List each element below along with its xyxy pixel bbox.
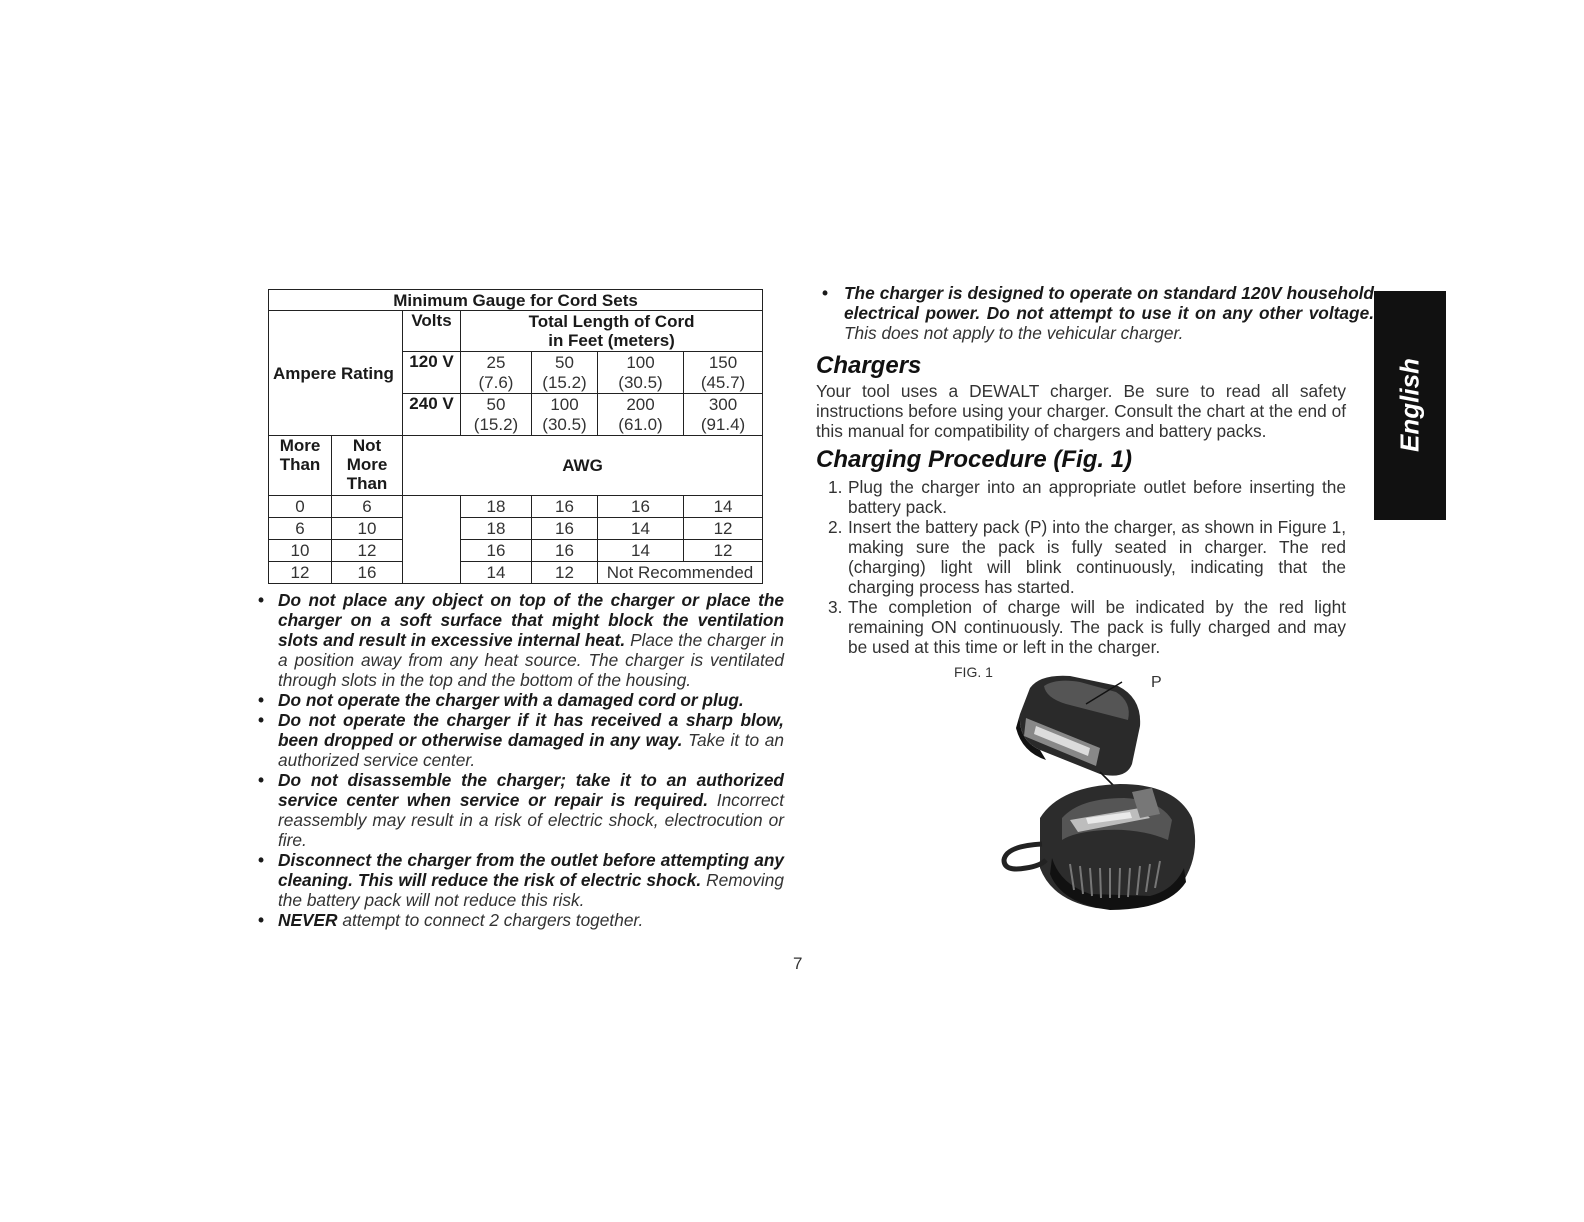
volts-label: Volts <box>403 311 461 352</box>
page-number: 7 <box>793 954 803 973</box>
bullet-text: Incorrect reassembly may result in a risk of electric shock, electrocution or fire. <box>278 790 784 850</box>
cord-gauge-table <box>268 289 763 584</box>
list-item <box>258 710 784 770</box>
length-240-3: 200 <box>598 394 684 415</box>
not-more-than-label: Not More Than <box>332 436 403 496</box>
amp-more-than: 10 <box>269 540 332 562</box>
bullet-text: This does not apply to the vehicular charger. <box>844 323 1184 343</box>
step-number: 1. <box>828 477 843 497</box>
awg-value: 16 <box>532 540 598 562</box>
bullet-bold-text: Disconnect the charger from the outlet before attempting any cleaning. This will reduce the risk of electric shock. <box>278 850 784 890</box>
awg-value: 12 <box>684 540 763 562</box>
figure-label: FIG. 1 <box>954 664 993 680</box>
bullet-symbol: • <box>822 283 829 303</box>
length-label: Total Length of Cord in Feet (meters) <box>461 311 763 352</box>
list-item <box>258 770 784 850</box>
bullet-text: Place the charger in a position away from any heat source. The charger is ventilated through slots in the top and the bottom of the housing. <box>278 630 784 690</box>
table-title: Minimum Gauge for Cord Sets <box>269 290 763 311</box>
list-item <box>258 910 784 930</box>
awg-value: 14 <box>684 496 763 518</box>
language-side-tab <box>1374 291 1446 520</box>
step-number: 2. <box>828 517 843 537</box>
charging-steps <box>816 477 1346 657</box>
meters-240-3: (61.0) <box>598 415 684 436</box>
meters-240-4: (91.4) <box>684 415 763 436</box>
ampere-rating-label: Ampere Rating <box>269 311 403 436</box>
awg-value: 12 <box>532 562 598 584</box>
list-item <box>816 597 1346 657</box>
meters-120-2: (15.2) <box>532 373 598 394</box>
bullet-bold-text: Do not operate the charger with a damaged cord or plug. <box>278 690 744 710</box>
amp-not-more-than: 12 <box>332 540 403 562</box>
list-item <box>816 477 1346 517</box>
awg-value: 12 <box>684 518 763 540</box>
length-120-4: 150 <box>684 352 763 373</box>
bullet-symbol: • <box>258 710 265 730</box>
bullet-symbol: • <box>258 690 265 710</box>
bullet-bold-text: The charger is designed to operate on standard 120V household electrical power. Do not attempt to use it on any other voltage. <box>844 283 1374 323</box>
not-recommended-note: Not Recommended <box>598 562 763 584</box>
awg-value: 16 <box>461 540 532 562</box>
battery-pack-icon <box>1016 676 1140 776</box>
awg-value: 14 <box>461 562 532 584</box>
meters-120-3: (30.5) <box>598 373 684 394</box>
bullet-bold-text: Do not disassemble the charger; take it to an authorized service center when service or repair is required. <box>278 770 784 810</box>
awg-value: 14 <box>598 518 684 540</box>
awg-value: 18 <box>461 518 532 540</box>
amp-not-more-than: 16 <box>332 562 403 584</box>
amp-not-more-than: 6 <box>332 496 403 518</box>
length-120-3: 100 <box>598 352 684 373</box>
language-tab-label: English <box>1394 358 1425 452</box>
awg-value: 16 <box>532 496 598 518</box>
step-number: 3. <box>828 597 843 617</box>
more-than-label: More Than <box>269 436 332 496</box>
awg-value: 16 <box>532 518 598 540</box>
step-text: Insert the battery pack (P) into the charger, as shown in Figure 1, making sure the pack is fully seated in charger. The red (charging) light will blink continuously, indicating that the charging process has started. <box>848 517 1346 597</box>
bullet-symbol: • <box>258 590 265 610</box>
volts-240: 240 V <box>403 394 461 436</box>
awg-value: 16 <box>598 496 684 518</box>
table-row <box>269 518 763 540</box>
list-item <box>258 850 784 910</box>
chargers-body: Your tool uses a DEWALT charger. Be sure to read all safety instructions before using your charger. Consult the chart at the end of this manual for compatibility of chargers and battery packs. <box>816 381 1346 441</box>
bullet-text: Removing the battery pack will not reduce this risk. <box>278 870 784 910</box>
length-120-2: 50 <box>532 352 598 373</box>
awg-value: 18 <box>461 496 532 518</box>
meters-120-4: (45.7) <box>684 373 763 394</box>
charging-procedure-heading: Charging Procedure (Fig. 1) <box>816 446 1133 473</box>
table-row <box>269 496 763 518</box>
length-240-2: 100 <box>532 394 598 415</box>
amp-more-than: 12 <box>269 562 332 584</box>
step-text: Plug the charger into an appropriate outlet before inserting the battery pack. <box>848 477 1346 517</box>
amp-more-than: 0 <box>269 496 332 518</box>
length-120-1: 25 <box>461 352 532 373</box>
list-item <box>258 690 784 710</box>
charger-icon <box>1004 784 1195 910</box>
table-row <box>269 540 763 562</box>
blank-cell <box>403 496 461 584</box>
volts-120: 120 V <box>403 352 461 394</box>
bullet-bold-text: NEVER <box>278 910 338 930</box>
battery-charger-illustration <box>1000 668 1216 918</box>
bullet-symbol: • <box>258 850 265 870</box>
safety-bullet-list <box>258 590 784 930</box>
bullet-symbol: • <box>258 910 265 930</box>
bullet-text: Take it to an authorized service center. <box>278 730 784 770</box>
length-240-1: 50 <box>461 394 532 415</box>
amp-more-than: 6 <box>269 518 332 540</box>
meters-240-2: (30.5) <box>532 415 598 436</box>
step-text: The completion of charge will be indicated by the red light remaining ON continuously. The pack is fully charged and may be used at this time or left in the charger. <box>848 597 1346 657</box>
figure-callout-p: P <box>1151 674 1162 691</box>
length-240-4: 300 <box>684 394 763 415</box>
meters-120-1: (7.6) <box>461 373 532 394</box>
table-row <box>269 562 763 584</box>
awg-value: 14 <box>598 540 684 562</box>
awg-label: AWG <box>403 436 763 496</box>
list-item <box>258 590 784 690</box>
meters-240-1: (15.2) <box>461 415 532 436</box>
bullet-text: attempt to connect 2 chargers together. <box>337 910 644 930</box>
list-item <box>816 517 1346 597</box>
bullet-symbol: • <box>258 770 265 790</box>
amp-not-more-than: 10 <box>332 518 403 540</box>
chargers-heading: Chargers <box>816 352 922 379</box>
voltage-warning-bullet <box>816 283 1374 343</box>
bullet-bold-text: Do not place any object on top of the charger or place the charger on a soft surface that might block the ventilation slots and result in excessive internal heat. <box>278 590 784 650</box>
bullet-bold-text: Do not operate the charger if it has received a sharp blow, been dropped or otherwise damaged in any way. <box>278 710 784 750</box>
